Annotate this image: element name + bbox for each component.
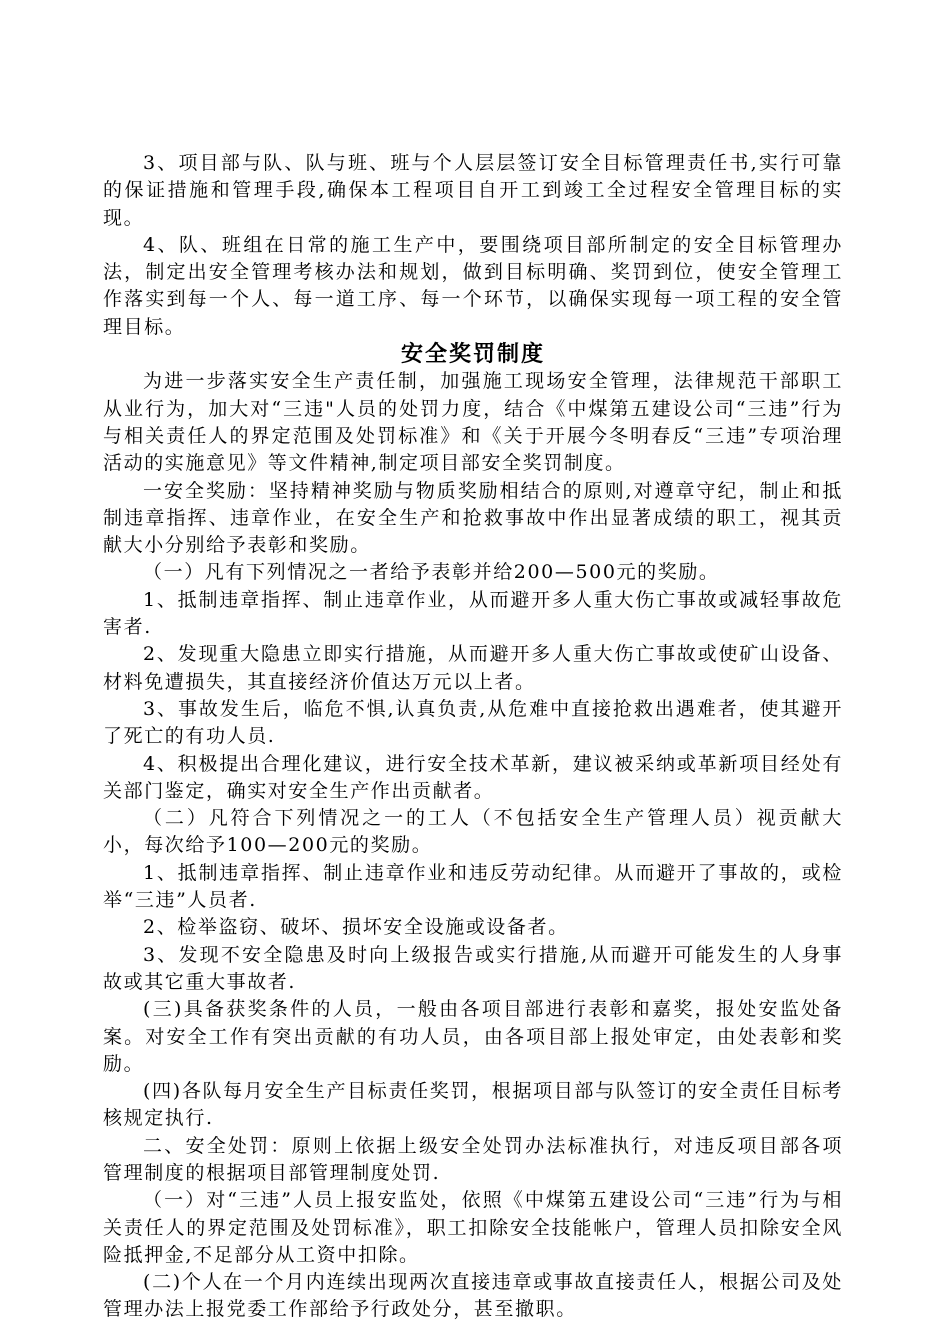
document-body: [103, 150, 843, 1324]
reward-clause-1-item-4: 4、积极提出合理化建议，进行安全技术革新，建议被采纳或革新项目经处有关部门鉴定，确实对安全生产作出贡献者。: [103, 752, 843, 802]
reward-clause-1-item-2: 2、发现重大隐患立即实行措施，从而避开多人重大伤亡事故或使矿山设备、材料免遭损失，其直接经济价值达万元以上者。: [103, 643, 843, 693]
penalty-clause-1: （一）对“三违”人员上报安监处，依照《中煤第五建设公司“三违”行为与相关责任人的界定范围及处罚标准》，职工扣除安全技能帐户，管理人员扣除安全风险抵押金,不足部分从工资中扣除。: [103, 1189, 843, 1266]
reward-clause-2-item-2: 2、检举盗窃、破坏、损坏安全设施或设备者。: [143, 916, 569, 939]
reward-clause-1: （一）凡有下列情况之一者给予表彰并给200—500元的奖励。: [143, 561, 720, 584]
section-title: 安全奖罚制度: [400, 342, 545, 368]
reward-clause-1-item-1: 1、抵制违章指挥、制止违章作业，从而避开多人重大伤亡事故或减轻事故危害者.: [103, 588, 843, 639]
paragraph-item-3: 3、项目部与队、队与班、班与个人层层签订安全目标管理责任书,实行可靠的保证措施和管理手段,确保本工程项目自开工到竣工全过程安全管理目标的实现。: [103, 152, 843, 229]
reward-clause-4: (四)各队每月安全生产目标责任奖罚，根据项目部与队签订的安全责任目标考核规定执行.: [103, 1080, 843, 1130]
reward-principle: 一安全奖励：坚持精神奖励与物质奖励相结合的原则,对遵章守纪，制止和抵制违章指挥、违章作业，在安全生产和抢救事故中作出显著成绩的职工，视其贡献大小分别给予表彰和奖励。: [103, 479, 843, 557]
paragraph-item-4: 4、队、班组在日常的施工生产中，要围绕项目部所制定的安全目标管理办法，制定出安全管理考核办法和规划，做到目标明确、奖罚到位，使安全管理工作落实到每一个人、每一道工序、每一个环节，以确保实现每一项工程的安全管理目标。: [103, 233, 843, 338]
reward-clause-3: (三)具备获奖条件的人员，一般由各项目部进行表彰和嘉奖，报处安监处备案。对安全工作有突出贡献的有功人员，由各项目部上报处审定，由处表彰和奖励。: [103, 998, 843, 1075]
reward-clause-2: （二）凡符合下列情况之一的工人（不包括安全生产管理人员）视贡献大小，每次给予100—200元的奖励。: [103, 807, 843, 857]
reward-clause-2-item-3: 3、发现不安全隐患及时向上级报告或实行措施,从而避开可能发生的人身事故或其它重大事故者.: [103, 943, 843, 993]
penalty-clause-2: (二)个人在一个月内连续出现两次直接违章或事故直接责任人，根据公司及处管理办法上报党委工作部给予行政处分，甚至撤职。: [103, 1271, 843, 1321]
intro-paragraph: 为进一步落实安全生产责任制，加强施工现场安全管理，法律规范干部职工从业行为，加大对“三违"人员的处罚力度，结合《中煤第五建设公司“三违”行为与相关责任人的界定范围及处罚标准》和《关于开展今冬明春反“三违”专项治理活动的实施意见》等文件精神,制定项目部安全奖罚制度。: [103, 370, 843, 475]
reward-clause-2-item-1: 1、抵制违章指挥、制止违章作业和违反劳动纪律。从而避开了事故的，或检举“三违”人员者.: [103, 861, 843, 912]
penalty-principle: 二、安全处罚：原则上依据上级安全处罚办法标准执行，对违反项目部各项管理制度的根据项目部管理制度处罚.: [103, 1134, 843, 1184]
reward-clause-1-item-3: 3、事故发生后，临危不惧,认真负责,从危难中直接抢救出遇难者，使其避开了死亡的有功人员.: [103, 697, 843, 748]
